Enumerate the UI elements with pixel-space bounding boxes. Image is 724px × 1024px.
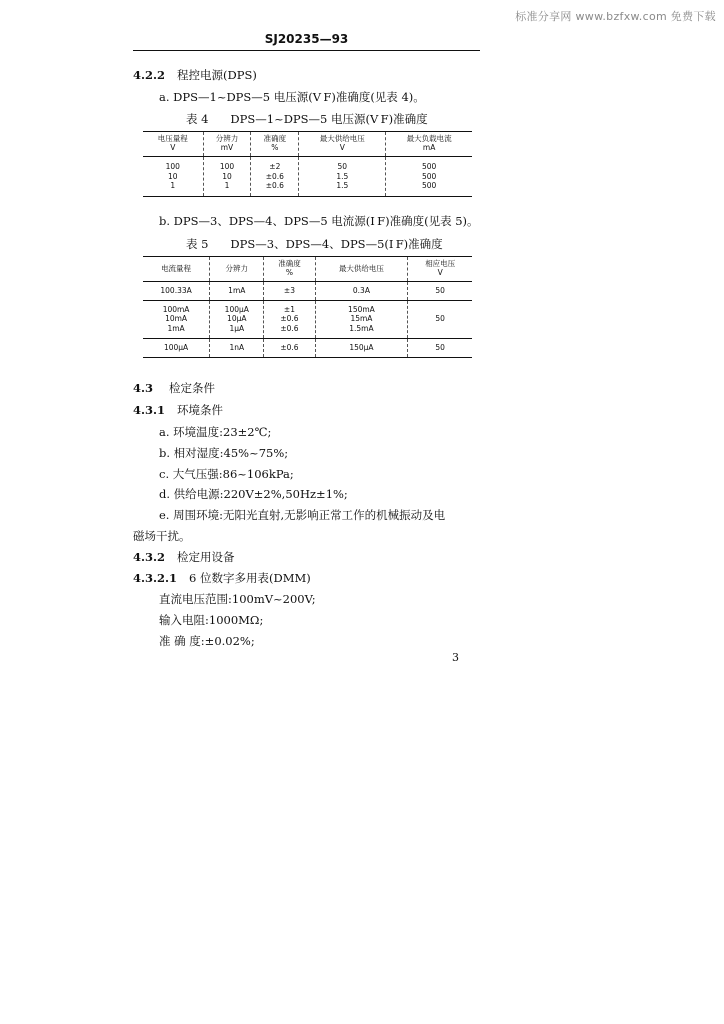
table-cell: 100 10 1	[143, 156, 203, 196]
column-name: 准确度	[278, 259, 301, 268]
table5-header-0	[143, 257, 210, 282]
item-a-text: a. DPS—1~DPS—5 电压源(V F)准确度(见表 4)。	[159, 90, 425, 104]
column-name: 相应电压	[425, 259, 456, 268]
table4-header-3	[299, 132, 386, 157]
table-cell: ±0.6	[264, 338, 315, 357]
header-rule	[133, 50, 480, 51]
dmm-spec-range: 直流电压范围:100mV~200V;	[159, 592, 316, 606]
section-4-3-2-1-heading	[133, 570, 311, 586]
table-cell: 50	[408, 338, 472, 357]
table-cell: 0.3A	[315, 281, 408, 300]
column-name: 最大负载电流	[406, 134, 452, 143]
table5-header-1	[210, 257, 264, 282]
table5-caption-text: DPS—3、DPS—4、DPS—5(I F)准确度	[230, 237, 443, 251]
section-number: 4.2.2	[133, 68, 166, 82]
env-item-a: a. 环境温度:23±2℃;	[159, 425, 272, 439]
column-unit: mV	[220, 143, 234, 153]
column-unit: V	[170, 143, 176, 153]
table-cell: ±2 ±0.6 ±0.6	[251, 156, 299, 196]
table-cell: 1nA	[210, 338, 264, 357]
table5	[143, 256, 472, 358]
section-number: 4.3.1	[133, 403, 166, 417]
table-cell: ±3	[264, 281, 315, 300]
table-cell: 1mA	[210, 281, 264, 300]
table-row	[143, 281, 472, 300]
table-cell: 500 500 500	[386, 156, 472, 196]
section-title: 检定条件	[169, 381, 216, 395]
section-4-3-1-heading	[133, 402, 223, 418]
column-unit: mA	[422, 143, 436, 153]
section-4-3-heading	[133, 380, 215, 396]
section-title: 环境条件	[177, 403, 224, 417]
dmm-spec-input-resistance: 输入电阻:1000MΩ;	[159, 613, 264, 627]
table4-caption	[186, 111, 428, 127]
table-row	[143, 338, 472, 357]
table-row	[143, 300, 472, 338]
section-title: 6 位数字多用表(DMM)	[189, 571, 311, 585]
env-item-b: b. 相对湿度:45%~75%;	[159, 446, 289, 460]
table4-header-4	[386, 132, 472, 157]
table-cell: 150μA	[315, 338, 408, 357]
dmm-spec-accuracy: 准 确 度:±0.02%;	[159, 634, 255, 648]
table4-caption-text: DPS—1~DPS—5 电压源(V F)准确度	[230, 112, 428, 126]
section-4-3-2-heading	[133, 549, 235, 565]
table-cell: ±1 ±0.6 ±0.6	[264, 300, 315, 338]
table5-caption-label: 表 5	[186, 237, 209, 251]
table5-header-2	[264, 257, 315, 282]
table4-caption-label: 表 4	[186, 112, 209, 126]
table4-header-1	[203, 132, 251, 157]
section-number: 4.3.2.1	[133, 571, 178, 585]
table-cell: 50	[408, 300, 472, 338]
page-number: 3	[452, 651, 459, 664]
column-unit: %	[271, 143, 279, 153]
env-item-e: e. 周围环境:无阳光直射,无影响正常工作的机械振动及电	[159, 508, 446, 522]
document-header: SJ20235—93	[264, 32, 349, 46]
table-cell: 100.33A	[160, 285, 192, 295]
column-unit: V	[339, 143, 345, 153]
section-number: 4.3	[133, 381, 154, 395]
table-cell: 50 1.5 1.5	[299, 156, 386, 196]
table-cell: 100 10 1	[203, 156, 251, 196]
item-b-text: b. DPS—3、DPS—4、DPS—5 电流源(I F)准确度(见表 5)。	[159, 214, 479, 228]
column-name: 分辨力	[225, 263, 249, 273]
table-cell: 50	[408, 281, 472, 300]
column-name: 电流量程	[161, 263, 192, 273]
column-name: 准确度	[263, 134, 287, 143]
column-unit: V	[437, 268, 443, 278]
table-cell: 100mA 10mA 1mA	[143, 300, 210, 338]
table-cell: 150mA 15mA 1.5mA	[315, 300, 408, 338]
watermark: 标准分享网 www.bzfxw.com 免费下载	[515, 10, 716, 23]
table5-header-3	[315, 257, 408, 282]
env-item-d: d. 供给电源:220V±2%,50Hz±1%;	[159, 487, 348, 501]
table4	[143, 131, 472, 197]
table5-caption	[186, 236, 443, 252]
column-unit: %	[285, 268, 294, 278]
section-title: 检定用设备	[177, 550, 235, 564]
env-item-c: c. 大气压强:86~106kPa;	[159, 467, 294, 481]
column-name: 最大供给电压	[338, 263, 384, 273]
section-number: 4.3.2	[133, 550, 166, 564]
column-name: 分辨力	[215, 134, 239, 143]
column-name: 电压量程	[157, 134, 188, 143]
section-4-2-2-heading	[133, 67, 257, 83]
table-cell: 100μA	[143, 338, 210, 357]
table5-header-4	[408, 257, 472, 282]
section-title: 程控电源(DPS)	[177, 68, 257, 82]
table-row	[143, 156, 472, 196]
env-item-e-continued: 磁场干扰。	[133, 529, 191, 543]
table-cell: 100μA 10μA 1μA	[210, 300, 264, 338]
column-name: 最大供给电压	[319, 134, 365, 143]
table4-header-2	[251, 132, 299, 157]
table4-header-0	[143, 132, 203, 157]
